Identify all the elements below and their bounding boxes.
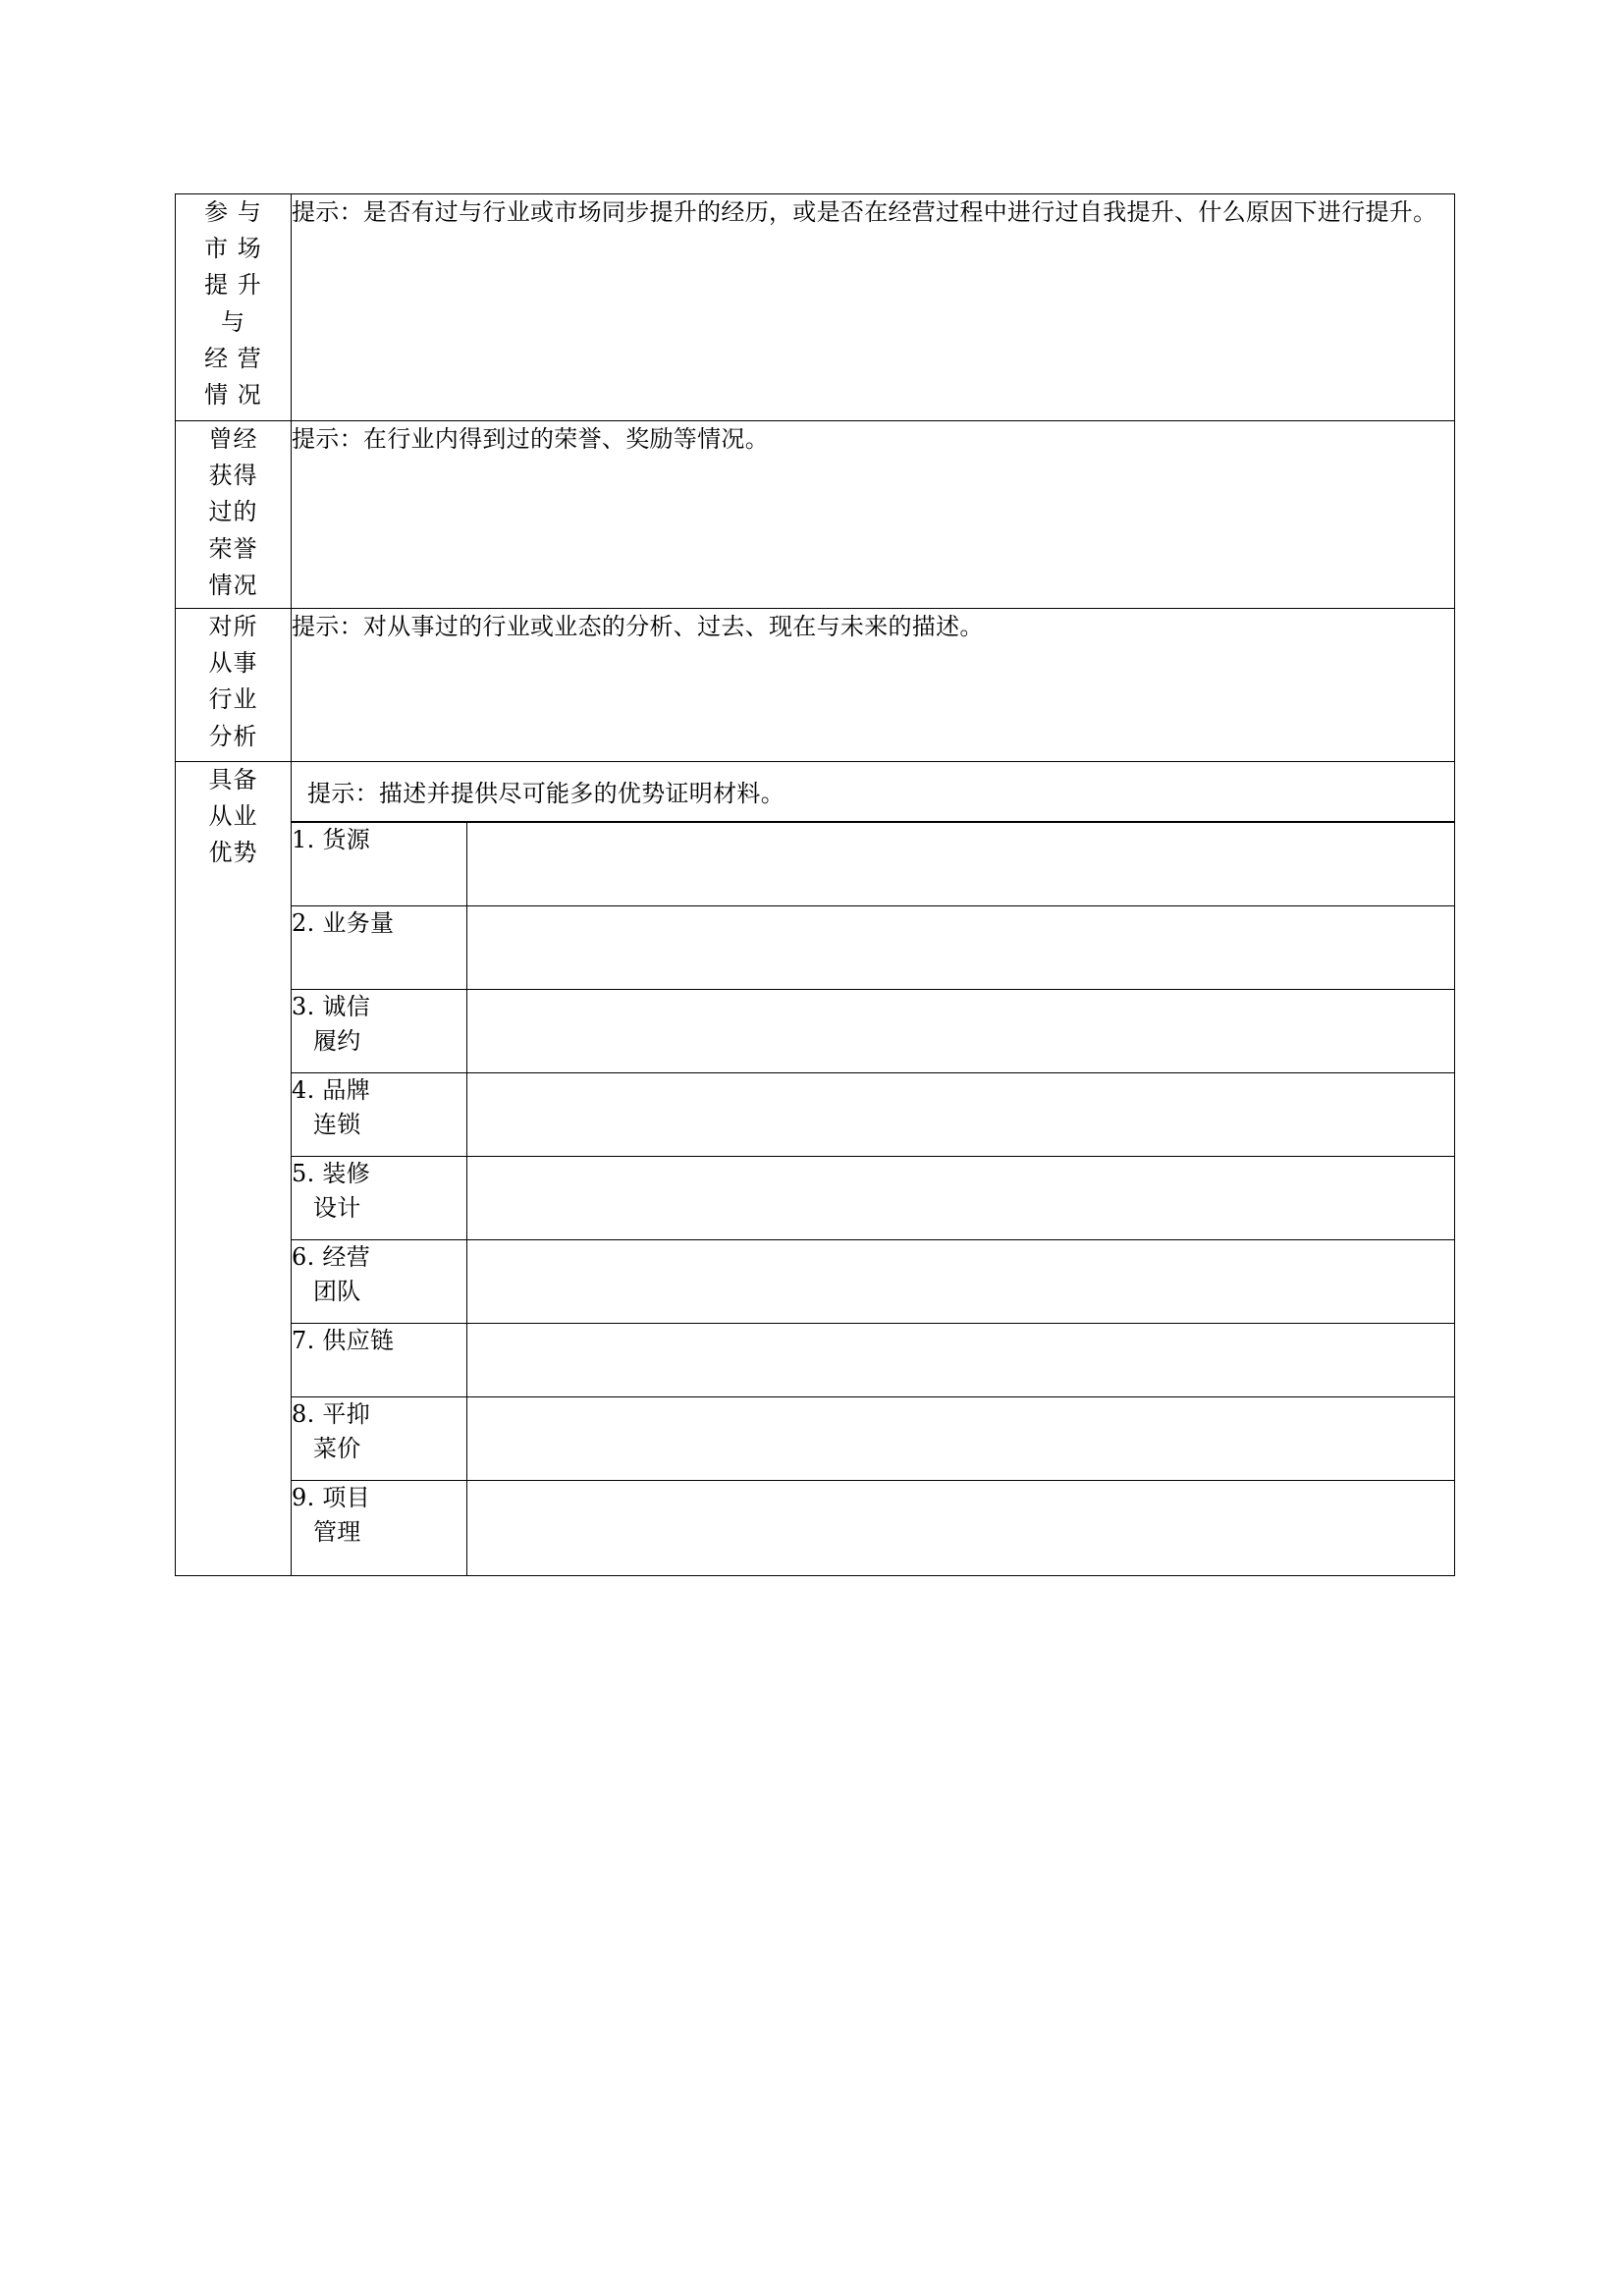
table-row (292, 1481, 1455, 1576)
answer-supply-chain[interactable] (466, 1324, 1455, 1397)
table-row (292, 906, 1455, 990)
subitem-label-price-stabilization (292, 1397, 466, 1481)
subitem-label-management-team (292, 1240, 466, 1324)
subitem-line: 6. 经营 (292, 1243, 371, 1271)
subitem-label-decoration-design (292, 1157, 466, 1240)
answer-business-volume[interactable] (466, 906, 1455, 990)
answer-integrity[interactable] (466, 990, 1455, 1073)
answer-management-team[interactable] (466, 1240, 1455, 1324)
subitem-label-project-management (292, 1481, 466, 1576)
row-label-line: 行业 (208, 685, 258, 714)
subitem-line: 5. 装修 (292, 1160, 371, 1187)
subitem-label-goods-source (292, 823, 466, 906)
hint-advantages-wrap (292, 762, 1454, 822)
table-row (176, 762, 1455, 1576)
subitem-label-brand-chain (292, 1073, 466, 1157)
subitem-label-business-volume (292, 906, 466, 990)
table-row (292, 1324, 1455, 1397)
answer-price-stabilization[interactable] (466, 1397, 1455, 1481)
hint-market-improvement[interactable]: 提示：是否有过与行业或市场同步提升的经历，或是否在经营过程中进行过自我提升、什么原因下进行提升。 (292, 194, 1455, 421)
subitem-line: 设计 (313, 1193, 361, 1222)
answer-decoration-design[interactable] (466, 1157, 1455, 1240)
row-label-line: 参 与 (204, 198, 262, 226)
row-label-line: 从事 (208, 649, 258, 678)
table-row (292, 823, 1455, 906)
row-label-line: 提 升 (204, 271, 262, 300)
table-row (176, 609, 1455, 762)
subitem-label-integrity (292, 990, 466, 1073)
row-label-line: 优势 (208, 839, 258, 867)
hint-honors[interactable]: 提示：在行业内得到过的荣誉、奖励等情况。 (292, 421, 1455, 609)
row-label-line: 对所 (208, 613, 258, 640)
row-label-line: 从业 (208, 802, 258, 831)
subitem-line: 菜价 (313, 1434, 361, 1462)
table-row (292, 1157, 1455, 1240)
row-label-line: 情 况 (204, 380, 262, 409)
table-row (292, 1397, 1455, 1481)
table-row (176, 194, 1455, 421)
subitem-line: 7. 供应链 (292, 1327, 395, 1354)
row-label-line: 经 营 (204, 344, 262, 372)
row-label-line: 具备 (208, 766, 258, 793)
hint-advantages[interactable]: 提示：描述并提供尽可能多的优势证明材料。 (307, 780, 784, 807)
subitem-line: 1. 货源 (292, 826, 371, 853)
subitem-line: 履约 (313, 1026, 361, 1055)
row-label-advantages (176, 762, 292, 1576)
answer-goods-source[interactable] (466, 823, 1455, 906)
row-label-line: 曾经 (208, 425, 258, 453)
row-label-line: 分析 (208, 722, 258, 750)
subitem-line: 团队 (313, 1277, 361, 1305)
subitem-line: 8. 平抑 (292, 1400, 371, 1428)
table-row (176, 421, 1455, 609)
row-label-industry-analysis (176, 609, 292, 762)
subitem-line: 9. 项目 (292, 1484, 371, 1511)
hint-industry-analysis[interactable]: 提示：对从事过的行业或业态的分析、过去、现在与未来的描述。 (292, 609, 1455, 762)
table-row (292, 1240, 1455, 1324)
table-row (292, 1073, 1455, 1157)
subitem-line: 2. 业务量 (292, 909, 395, 937)
row-label-honors (176, 421, 292, 609)
advantages-subtable (292, 822, 1455, 1575)
subitem-line: 管理 (313, 1517, 361, 1546)
row-label-line: 市 场 (204, 235, 262, 263)
row-label-line: 情况 (208, 571, 258, 599)
row-label-line: 与 (221, 307, 245, 336)
row-label-line: 获得 (208, 462, 258, 490)
subitem-label-supply-chain (292, 1324, 466, 1397)
table-row (292, 990, 1455, 1073)
survey-table (175, 193, 1455, 1576)
subitem-line: 4. 品牌 (292, 1076, 371, 1104)
row-label-line: 过的 (208, 498, 258, 526)
subitem-line: 连锁 (313, 1110, 361, 1138)
row-label-market-improvement (176, 194, 292, 421)
advantages-cell (292, 762, 1455, 1576)
row-label-line: 荣誉 (208, 534, 258, 563)
subitem-line: 3. 诚信 (292, 993, 371, 1020)
answer-project-management[interactable] (466, 1481, 1455, 1576)
answer-brand-chain[interactable] (466, 1073, 1455, 1157)
